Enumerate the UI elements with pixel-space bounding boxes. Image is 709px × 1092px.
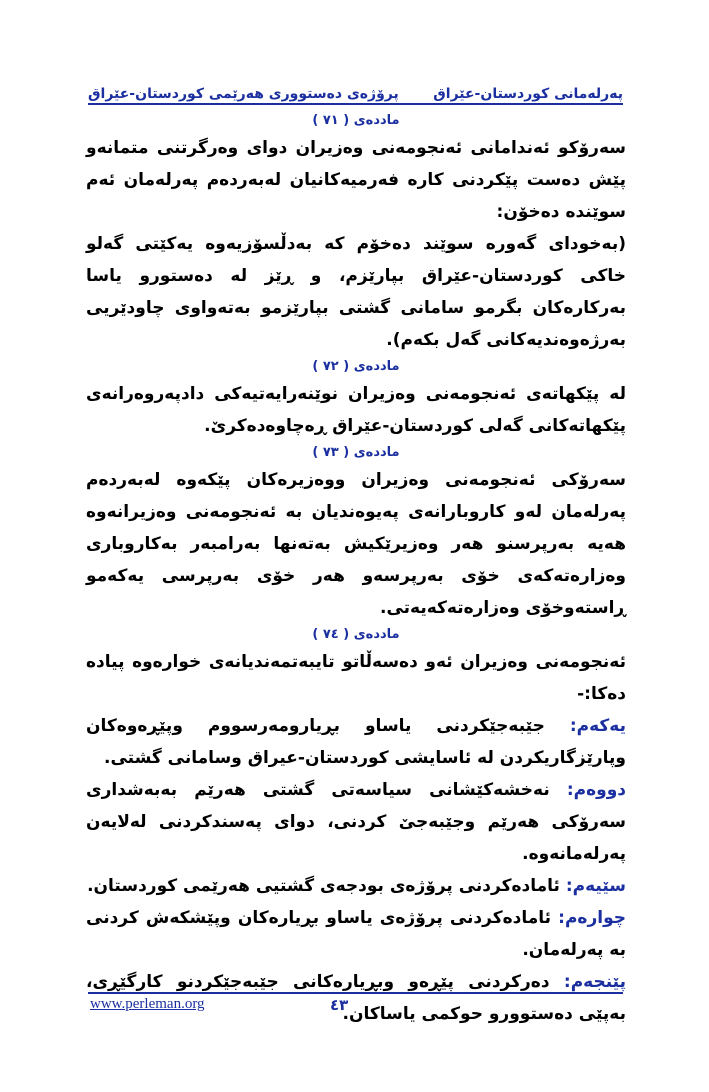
list-item xyxy=(86,710,626,774)
article-title: ماددەی ( ٧٤ ) xyxy=(312,627,400,642)
item-label: پێنجەم: xyxy=(563,972,626,992)
header-constitution-title: پرۆژەی دەستووری هەرێمی کوردستان-عێراق xyxy=(88,86,399,102)
article-paragraph: سەرۆکو ئەندامانی ئەنجومەنی وەزیران دوای وەرگرتنی متمانەو پێش دەست پێکردنی کارە فەرمیەکانیان لەبەردەم پەرلەمان ئەم سوێندە دەخۆن: xyxy=(86,138,626,222)
item-label: چوارەم: xyxy=(558,908,626,928)
footer-website-link[interactable]: www.perleman.org xyxy=(90,996,205,1012)
article-73 xyxy=(86,442,626,624)
item-text: دەرکردنی پێڕەو وبڕیارەکانی جێبەجێکردنو کارگێڕی، بەپێی دەستوورو حوکمی یاساکان. xyxy=(86,972,626,1024)
list-item xyxy=(86,902,626,966)
article-paragraph: ئەنجومەنی وەزیران ئەو دەسەڵاتو تایبەتمەندیانەی خوارەوە پیادە دەکا:- xyxy=(86,652,626,704)
article-title: ماددەی ( ٧١ ) xyxy=(312,113,400,128)
item-text: ئامادەکردنی پرۆژەی بودجەی گشتیی هەرێمی کوردستان. xyxy=(87,876,566,896)
article-72 xyxy=(86,356,626,442)
header-divider xyxy=(88,103,623,105)
list-item xyxy=(86,774,626,870)
item-text: نەخشەکێشانی سیاسەتی گشتی هەرێم بەبەشداری سەرۆکی هەرێم وجێبەجێ کردنی، دوای پەسندکردنی لەلایەن پەرلەمانەوە. xyxy=(86,780,626,864)
item-label: دووەم: xyxy=(566,780,626,800)
item-text: جێبەجێکردنی یاساو بڕیارومەرسووم وپێڕەوەکان وپارێزگاریکردن لە ئاسایشی کوردستان-عیراق وسامانی گشتی. xyxy=(86,716,626,768)
article-74 xyxy=(86,624,626,1030)
article-paragraph: سەرۆکی ئەنجومەنی وەزیران ووەزیرەکان پێکەوە لەبەردەم پەرلەمان لەو کاروبارانەی پەیوەندیان بە ئەنجومەنی وەزیرانەوە هەیە بەرپرسنو هەر وەزیرێکیش بەتەنها بەرامبەر بەکاروباری وەزارەتەکەی خۆی بەرپرسەو هەر خۆی بەرپرسی یەکەمو ڕاستەوخۆی وەزارەتەکەیەتی. xyxy=(86,470,626,618)
item-label: یەکەم: xyxy=(569,716,626,736)
article-title: ماددەی ( ٧٣ ) xyxy=(312,445,400,460)
list-item xyxy=(86,870,626,902)
oath-paragraph: (بەخودای گەورە سوێند دەخۆم کە بەدڵسۆزیەوە یەکێتی گەلو خاکی کوردستان-عێراق بپارێزم، و ڕێز لە دەستورو یاسا بەرکارەکان بگرمو سامانی گشتی بپارێزمو بەتەواوی چاودێریی بەرژەوەندیەکانی گەل بکەم). xyxy=(86,234,626,350)
item-text: ئامادەکردنی پرۆژەی یاساو بڕیارەکان وپێشکەش کردنی بە پەرلەمان. xyxy=(86,908,626,960)
article-paragraph: لە پێکهاتەی ئەنجومەنی وەزیران نوێنەرایەتیەکی دادپەروەرانەی پێکهاتەکانی گەلی کوردستان-عێراق ڕەچاوەدەکرێ. xyxy=(86,384,626,436)
article-71 xyxy=(86,110,626,356)
page-header xyxy=(88,76,623,102)
footer-divider xyxy=(88,992,623,994)
page-number: ٤٣ xyxy=(330,996,349,1014)
page-body xyxy=(86,110,626,1030)
item-label: سێیەم: xyxy=(565,876,626,896)
article-title: ماددەی ( ٧٢ ) xyxy=(312,359,400,374)
header-parliament-title: پەرلەمانی کوردستان-عێراق xyxy=(433,86,623,102)
